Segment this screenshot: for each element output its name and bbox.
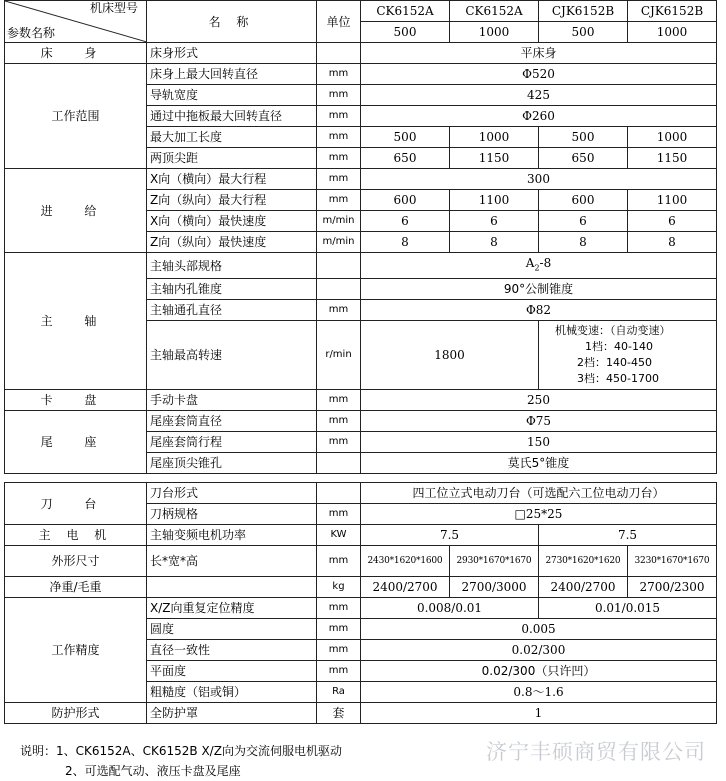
company-watermark: 济宁丰硕商贸有限公司 <box>486 740 706 764</box>
param-value: 2400/2700 <box>361 577 450 598</box>
param-unit: mm <box>317 432 361 453</box>
param-value: □25*25 <box>361 504 717 525</box>
param-unit: mm <box>317 598 361 619</box>
param-value: 3230*1670*1670 <box>628 546 717 577</box>
param-name: 手动卡盘 <box>147 390 317 411</box>
param-unit <box>317 253 361 279</box>
param-value: 150 <box>361 432 717 453</box>
spindle-speed-gears <box>539 321 717 390</box>
param-value: 0.01/0.015 <box>539 598 717 619</box>
param-value: Φ82 <box>361 300 717 321</box>
param-value: 1150 <box>450 148 539 169</box>
table-row <box>5 598 717 619</box>
param-unit: mm <box>317 64 361 85</box>
param-name: 直径一致性 <box>147 640 317 661</box>
notes <box>20 741 342 781</box>
param-name <box>147 577 317 598</box>
length-header: 500 <box>539 22 628 43</box>
param-unit: mm <box>317 148 361 169</box>
param-unit: mm <box>317 390 361 411</box>
param-unit: 套 <box>317 703 361 724</box>
group-label-precision: 工作精度 <box>5 598 147 703</box>
param-value: 600 <box>361 190 450 211</box>
param-value: 6 <box>628 211 717 232</box>
param-name: 主轴变频电机功率 <box>147 525 317 546</box>
param-value: 8 <box>628 232 717 253</box>
param-value: 1 <box>361 703 717 724</box>
table-row <box>5 390 717 411</box>
param-value: 2430*1620*1600 <box>361 546 450 577</box>
param-value: 6 <box>361 211 450 232</box>
model-header: CJK6152B <box>628 1 717 22</box>
param-name: 刀柄规格 <box>147 504 317 525</box>
param-name: 圆度 <box>147 619 317 640</box>
table-gap <box>5 474 717 483</box>
param-value: 2700/2300 <box>628 577 717 598</box>
param-name: 尾座套筒直径 <box>147 411 317 432</box>
unit-column-header: 单位 <box>317 1 361 43</box>
param-value: 300 <box>361 169 717 190</box>
param-name: 粗糙度（铝或铜） <box>147 682 317 703</box>
param-value: 650 <box>361 148 450 169</box>
param-value: 2700/3000 <box>450 577 539 598</box>
group-label-bed: 床 身 <box>5 43 147 64</box>
param-name: 两顶尖距 <box>147 148 317 169</box>
param-value: Φ520 <box>361 64 717 85</box>
param-unit: KW <box>317 525 361 546</box>
table-row <box>5 64 717 85</box>
diagonal-header-cell <box>5 1 147 43</box>
param-unit: mm <box>317 190 361 211</box>
table-row <box>5 546 717 577</box>
param-name: 主轴内孔锥度 <box>147 279 317 300</box>
table-row <box>5 411 717 432</box>
table-row <box>5 483 717 504</box>
table-row <box>5 525 717 546</box>
param-unit: mm <box>317 300 361 321</box>
param-value: 0.008/0.01 <box>361 598 539 619</box>
param-unit: mm <box>317 169 361 190</box>
group-label-tailstock: 尾 座 <box>5 411 147 474</box>
param-name: Z向（纵向）最快速度 <box>147 232 317 253</box>
param-value: 平床身 <box>361 43 717 64</box>
param-value: Φ260 <box>361 106 717 127</box>
param-value: 650 <box>539 148 628 169</box>
param-unit <box>317 43 361 64</box>
name-column-header: 名 称 <box>147 1 317 43</box>
param-value: 7.5 <box>539 525 717 546</box>
param-unit: mm <box>317 411 361 432</box>
param-value: 90°公制锥度 <box>361 279 717 300</box>
param-name: 尾座套筒行程 <box>147 432 317 453</box>
length-header: 500 <box>361 22 450 43</box>
param-value: 250 <box>361 390 717 411</box>
param-value: 1100 <box>628 190 717 211</box>
param-name: 平面度 <box>147 661 317 682</box>
group-label-guard: 防护形式 <box>5 703 147 724</box>
param-name: X/Z向重复定位精度 <box>147 598 317 619</box>
param-value: 1800 <box>361 321 539 390</box>
group-label-dimensions: 外形尺寸 <box>5 546 147 577</box>
param-value: 0.02/300（只许凹） <box>361 661 717 682</box>
param-value: 2730*1620*1620 <box>539 546 628 577</box>
group-label-weight: 净重/毛重 <box>5 577 147 598</box>
note-line-2: 2、可选配气动、液压卡盘及尾座 <box>65 764 241 778</box>
header-row-1 <box>5 1 717 22</box>
param-unit: m/min <box>317 232 361 253</box>
param-value: 500 <box>539 127 628 148</box>
param-value: 600 <box>539 190 628 211</box>
param-value: Φ75 <box>361 411 717 432</box>
machine-model-label: 机床型号 <box>89 1 138 15</box>
param-unit <box>317 483 361 504</box>
param-name: 主轴头部规格 <box>147 253 317 279</box>
param-name: 导轨宽度 <box>147 85 317 106</box>
gear-line: 机械变速：（自动变速） <box>555 324 671 338</box>
param-name: 全防护罩 <box>147 703 317 724</box>
param-value: 四工位立式电动刀台（可选配六工位电动刀台） <box>361 483 717 504</box>
gear-line: 2档：140-450 <box>577 356 652 370</box>
param-name: 尾座顶尖锥孔 <box>147 453 317 474</box>
param-value: 1000 <box>628 127 717 148</box>
param-value: 8 <box>361 232 450 253</box>
param-name: 通过中拖板最大回转直径 <box>147 106 317 127</box>
model-header: CK6152A <box>450 1 539 22</box>
param-name: 最大加工长度 <box>147 127 317 148</box>
param-value: 0.02/300 <box>361 640 717 661</box>
param-name: 刀台形式 <box>147 483 317 504</box>
table-row <box>5 169 717 190</box>
group-label-feed: 进 给 <box>5 169 147 253</box>
param-value: 8 <box>450 232 539 253</box>
param-unit: r/min <box>317 321 361 390</box>
group-label-work-range: 工作范围 <box>5 64 147 169</box>
param-unit: mm <box>317 640 361 661</box>
param-unit: mm <box>317 106 361 127</box>
param-unit: mm <box>317 127 361 148</box>
group-label-chuck: 卡 盘 <box>5 390 147 411</box>
param-name: Z向（纵向）最大行程 <box>147 190 317 211</box>
param-unit: mm <box>317 619 361 640</box>
param-value: 0.8～1.6 <box>361 682 717 703</box>
table-row <box>5 577 717 598</box>
param-value: 莫氏5°锥度 <box>361 453 717 474</box>
param-unit: Ra <box>317 682 361 703</box>
length-header: 1000 <box>628 22 717 43</box>
param-name: X向（横向）最大行程 <box>147 169 317 190</box>
param-name: 长*宽*高 <box>147 546 317 577</box>
group-label-spindle: 主 轴 <box>5 253 147 390</box>
param-unit: mm <box>317 85 361 106</box>
param-name: X向（横向）最快速度 <box>147 211 317 232</box>
param-unit <box>317 453 361 474</box>
param-value: 2930*1670*1670 <box>450 546 539 577</box>
param-value: $A_2-8$ <box>361 253 717 279</box>
param-value: 1150 <box>628 148 717 169</box>
param-value: 425 <box>361 85 717 106</box>
param-unit: kg <box>317 577 361 598</box>
param-name: 主轴通孔直径 <box>147 300 317 321</box>
param-value: 8 <box>539 232 628 253</box>
param-unit: mm <box>317 661 361 682</box>
table-row <box>5 703 717 724</box>
group-label-turret: 刀 台 <box>5 483 147 525</box>
param-name-label: 参数名称 <box>7 26 56 40</box>
param-unit: m/min <box>317 211 361 232</box>
param-name: 主轴最高转速 <box>147 321 317 390</box>
gap-cell <box>5 474 717 483</box>
param-value: 2400/2700 <box>539 577 628 598</box>
gear-line: 3档：450-1700 <box>577 372 659 386</box>
table-row <box>5 253 717 279</box>
param-value: 500 <box>361 127 450 148</box>
spec-table <box>4 0 717 724</box>
param-value: 1000 <box>450 127 539 148</box>
param-unit <box>317 279 361 300</box>
gear-line: 1档：40-140 <box>585 340 653 354</box>
param-value: 0.005 <box>361 619 717 640</box>
note-line-1: 说明：1、CK6152A、CK6152B X/Z向为交流伺服电机驱动 <box>20 744 342 758</box>
param-value: 6 <box>539 211 628 232</box>
param-name: 床身上最大回转直径 <box>147 64 317 85</box>
table-row <box>5 43 717 64</box>
model-header: CJK6152B <box>539 1 628 22</box>
param-value: 6 <box>450 211 539 232</box>
param-name: 床身形式 <box>147 43 317 64</box>
group-label-motor: 主 电 机 <box>5 525 147 546</box>
param-value: 7.5 <box>361 525 539 546</box>
model-header: CK6152A <box>361 1 450 22</box>
param-value: 1100 <box>450 190 539 211</box>
param-unit: mm <box>317 504 361 525</box>
spec-sheet <box>4 0 716 724</box>
param-unit: mm <box>317 546 361 577</box>
length-header: 1000 <box>450 22 539 43</box>
